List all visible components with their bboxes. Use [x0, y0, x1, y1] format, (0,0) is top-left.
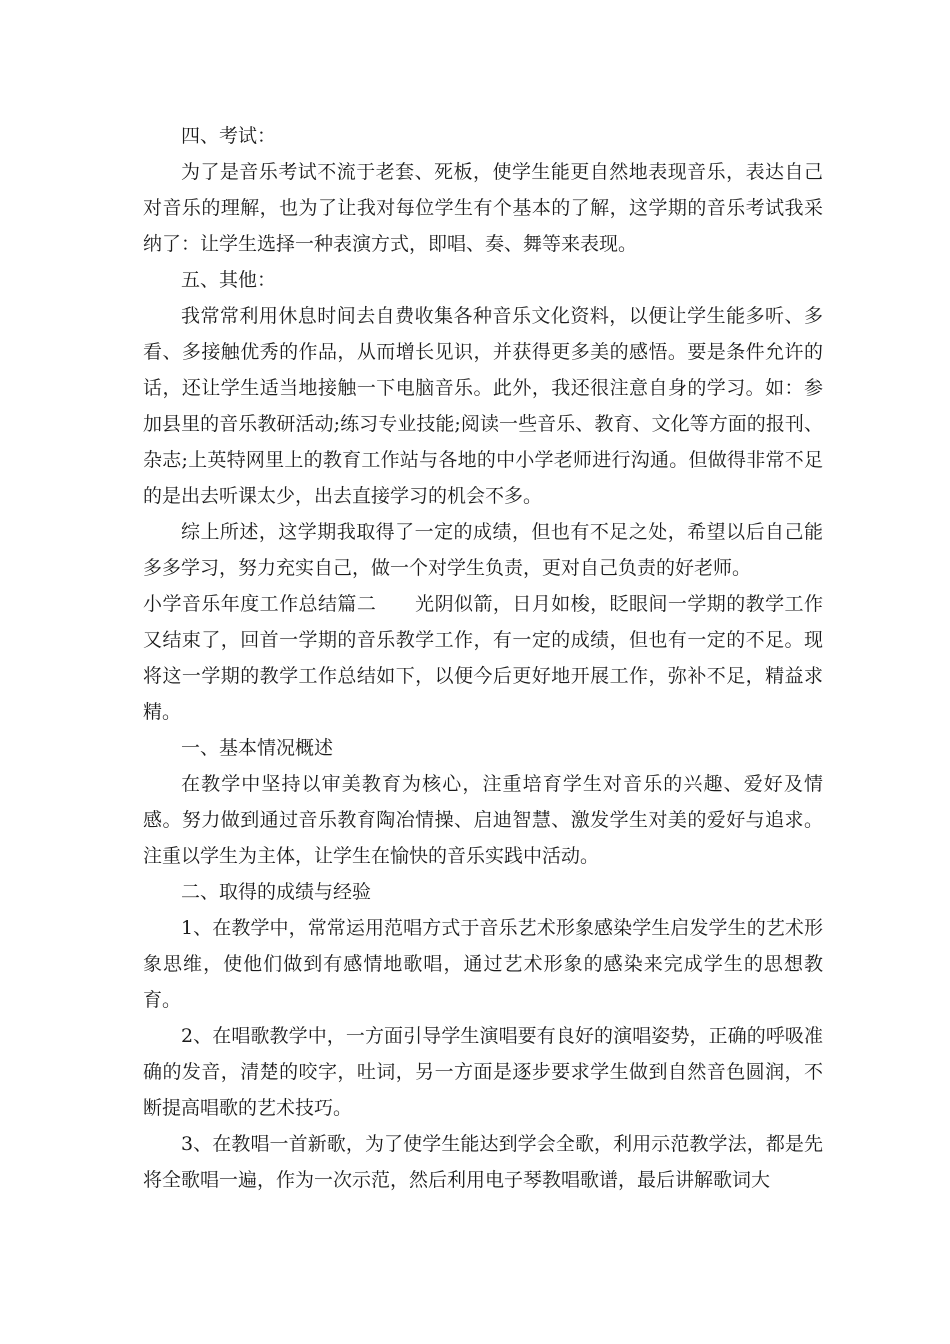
paragraph-part-two-intro: 小学音乐年度工作总结篇二 光阴似箭，日月如梭，眨眼间一学期的教学工作又结束了，回首一学期的音乐教学工作，有一定的成绩，但也有一定的不足。现将这一学期的教学工作总结如下，以便今后更好地开展工作，弥补不足，精益求精。	[143, 593, 823, 723]
document-body	[143, 118, 823, 1198]
paragraph-overview: 在教学中坚持以审美教育为核心，注重培育学生对音乐的兴趣、爱好及情感。努力做到通过音乐教育陶冶情操、启迪智慧、激发学生对美的爱好与追求。注重以学生为主体，让学生在愉快的音乐实践中活动。	[143, 773, 823, 867]
section-heading-overview: 一、基本情况概述	[181, 737, 334, 759]
paragraph-item-2: 2、在唱歌教学中，一方面引导学生演唱要有良好的演唱姿势，正确的呼吸准确的发音，清楚的咬字，吐词，另一方面是逐步要求学生做到自然音色圆润，不断提高唱歌的艺术技巧。	[143, 1025, 823, 1119]
section-heading-achievements: 二、取得的成绩与经验	[181, 881, 372, 903]
paragraph-summary: 综上所述，这学期我取得了一定的成绩，但也有不足之处，希望以后自己能多多学习，努力充实自己，做一个对学生负责，更对自己负责的好老师。	[143, 521, 823, 579]
paragraph-item-1: 1、在教学中，常常运用范唱方式于音乐艺术形象感染学生启发学生的艺术形象思维，使他们做到有感情地歌唱，通过艺术形象的感染来完成学生的思想教育。	[143, 917, 823, 1011]
paragraph-other: 我常常利用休息时间去自费收集各种音乐文化资料，以便让学生能多听、多看、多接触优秀的作品，从而增长见识，并获得更多美的感悟。要是条件允许的话，还让学生适当地接触一下电脑音乐。此外，我还很注意自身的学习。如：参加县里的音乐教研活动;练习专业技能;阅读一些音乐、教育、文化等方面的报刊、杂志;上英特网里上的教育工作站与各地的中小学老师进行沟通。但做得非常不足的是出去听课太少，出去直接学习的机会不多。	[143, 305, 823, 507]
section-heading-other: 五、其他：	[181, 269, 277, 291]
section-heading-exam: 四、考试：	[181, 125, 277, 147]
paragraph-exam: 为了是音乐考试不流于老套、死板，使学生能更自然地表现音乐，表达自己对音乐的理解，也为了让我对每位学生有个基本的了解，这学期的音乐考试我采纳了：让学生选择一种表演方式，即唱、奏、舞等来表现。	[143, 161, 823, 255]
paragraph-item-3: 3、在教唱一首新歌，为了使学生能达到学会全歌，利用示范教学法，都是先将全歌唱一遍，作为一次示范，然后利用电子琴教唱歌谱，最后讲解歌词大	[143, 1133, 823, 1191]
